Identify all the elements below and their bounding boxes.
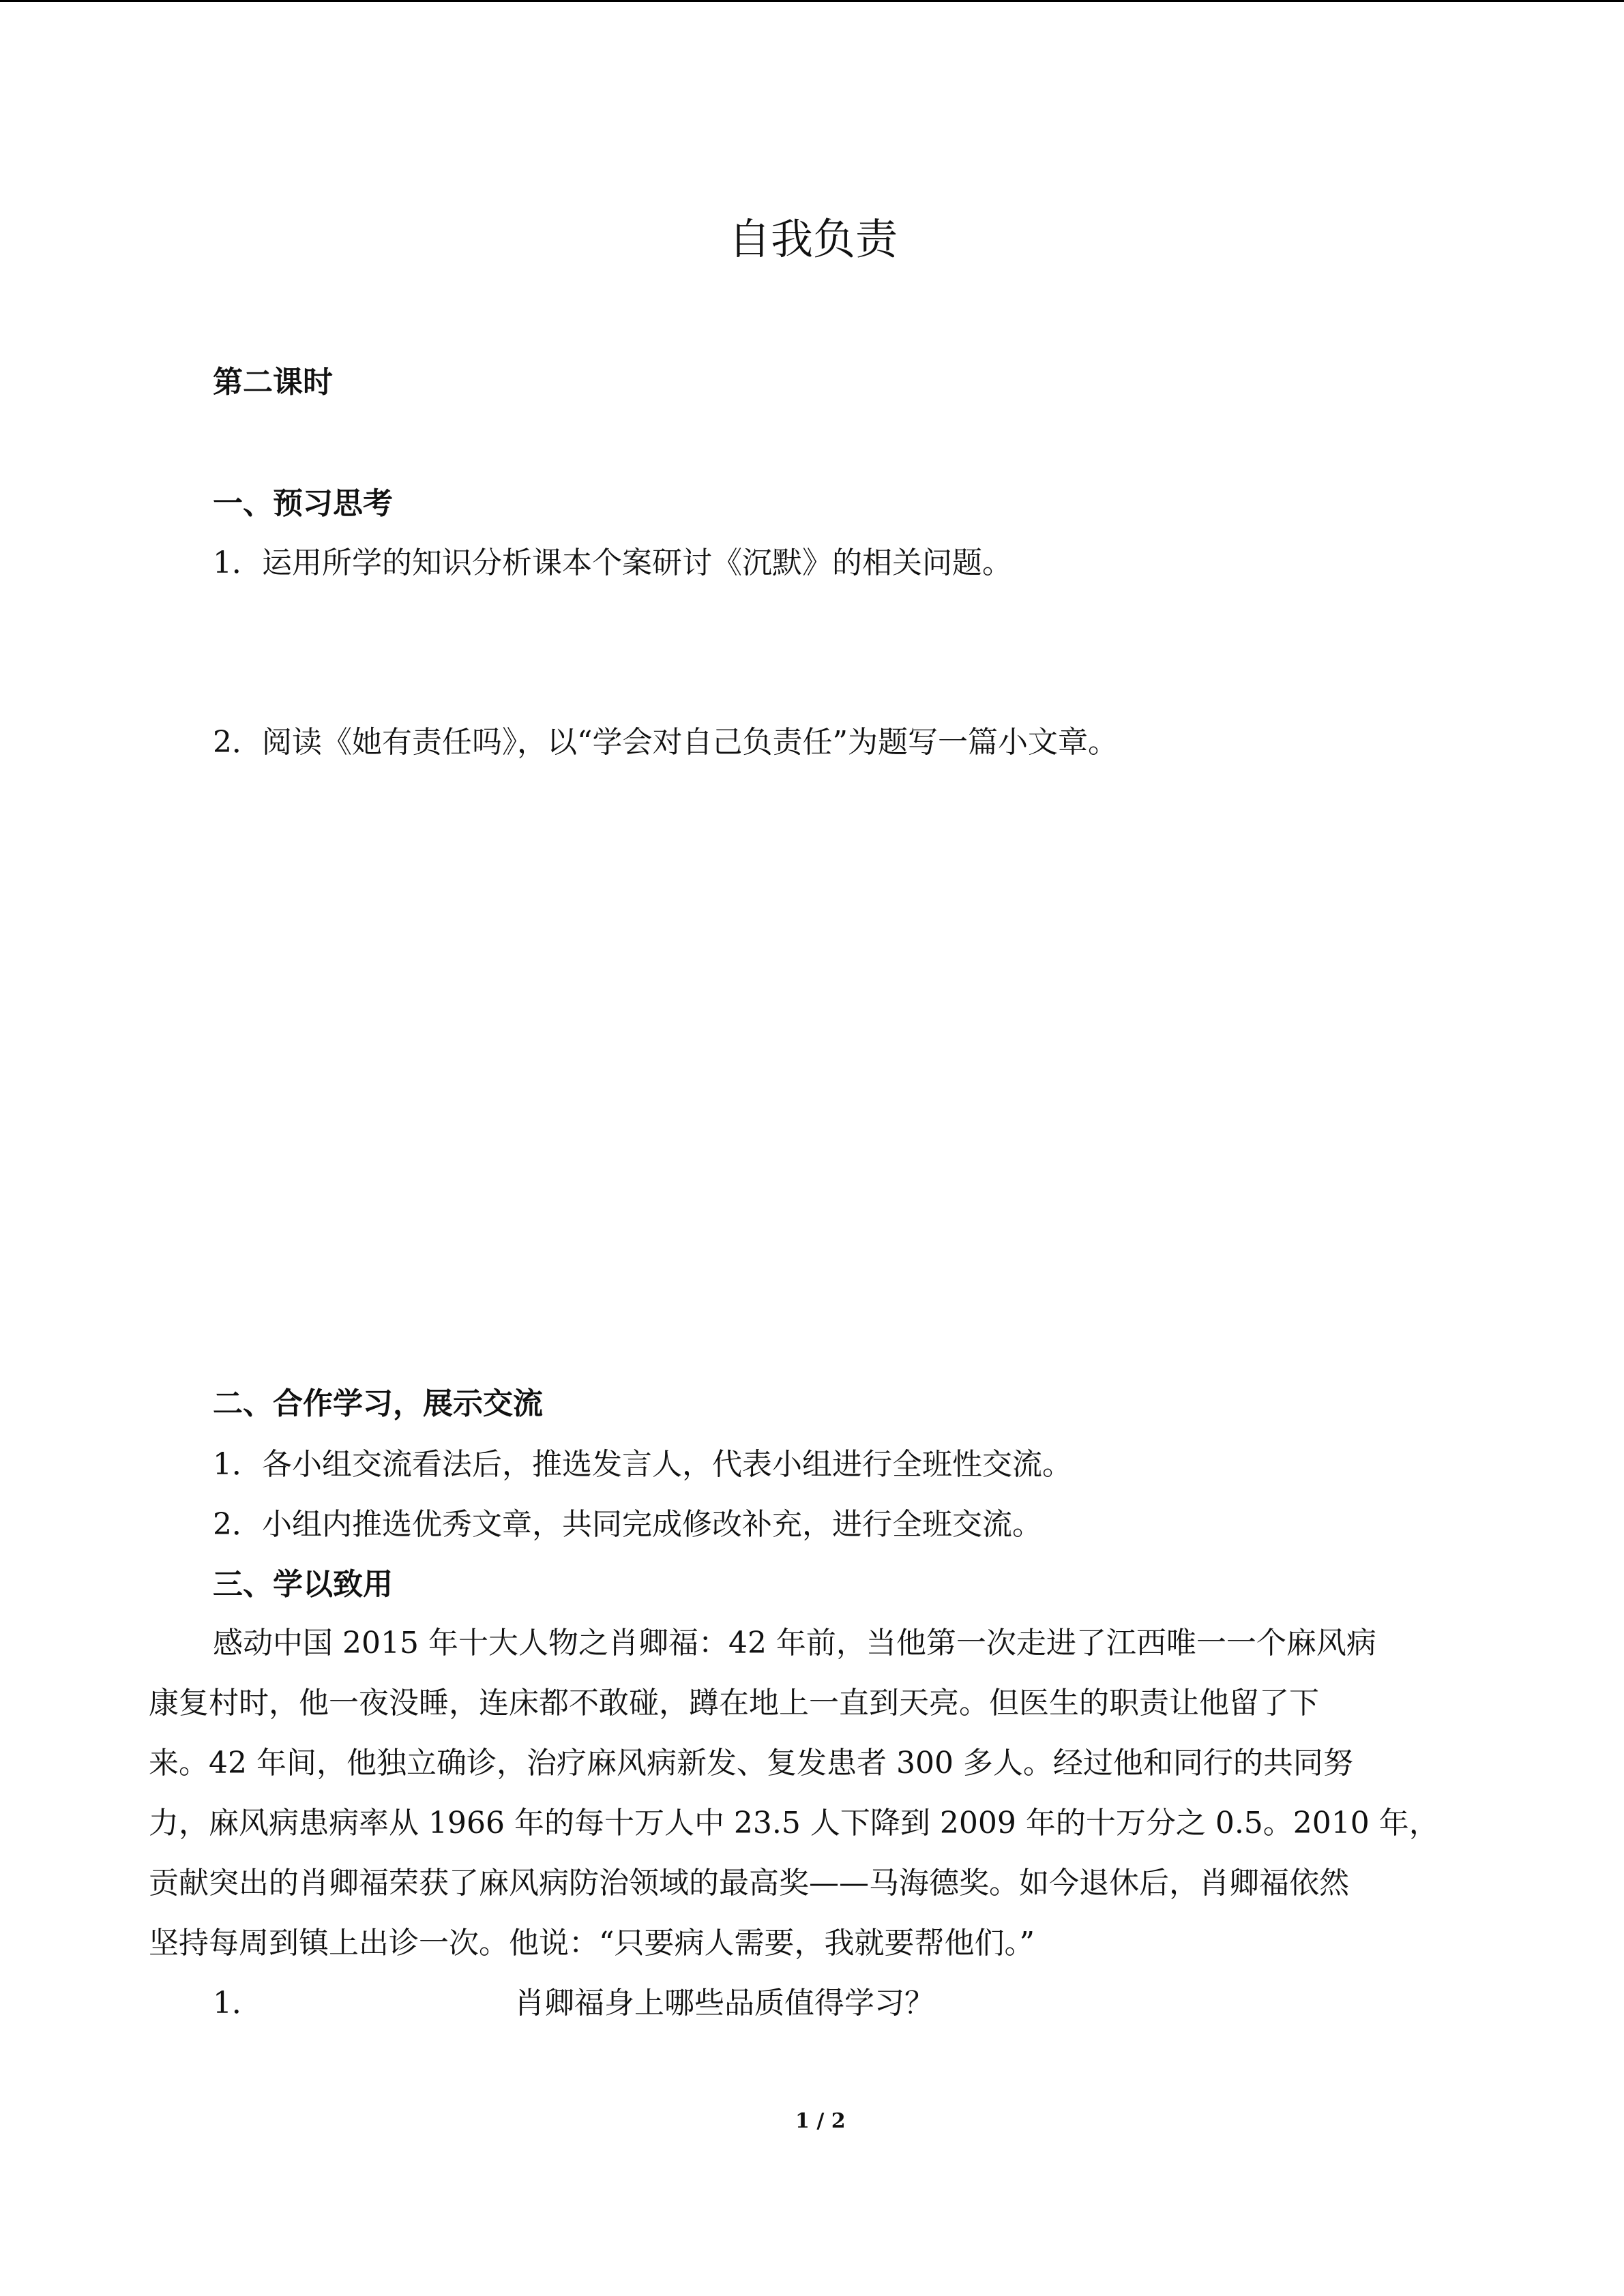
item-text: 阅读《她有责任吗》，以“学会对自己负责任”为题写一篇小文章。 <box>262 725 1118 760</box>
page-number: 1 / 2 <box>795 2109 846 2133</box>
paragraph-line: 康复村时，他一夜没睡，连床都不敢碰，蹲在地上一直到天亮。但医生的职责让他留了下 <box>149 1686 1319 1720</box>
paragraph-line: 力，麻风病患病率从 1966 年的每十万人中 23.5 人下降到 2009 年的十万分之 0.5。2010 年， <box>149 1806 1439 1840</box>
item-text: 运用所学的知识分析课本个案研讨《沉默》的相关问题。 <box>262 546 1012 580</box>
paragraph-line: 感动中国 2015 年十大人物之肖卿福：42 年前，当他第一次走进了江西唯一一个麻风病 <box>213 1626 1376 1660</box>
lesson-label: 第二课时 <box>213 365 333 400</box>
section1-item-2 <box>213 724 1118 762</box>
item-number: 2． <box>213 1507 262 1542</box>
section1-item-1 <box>213 544 1012 582</box>
item-number: 1． <box>213 546 262 580</box>
item-number: 1． <box>213 1986 262 2021</box>
paragraph-line: 贡献突出的肖卿福荣获了麻风病防治领域的最高奖——马海德奖。如今退休后，肖卿福依然 <box>149 1866 1349 1900</box>
item-text: 肖卿福身上哪些品质值得学习？ <box>514 1986 934 2021</box>
section2-item-2 <box>213 1506 1042 1544</box>
section3-heading: 三、学以致用 <box>213 1567 393 1602</box>
section2-heading: 二、合作学习，展示交流 <box>213 1386 543 1421</box>
item-text: 各小组交流看法后，推选发言人，代表小组进行全班性交流。 <box>262 1447 1072 1482</box>
section1-heading: 一、预习思考 <box>213 486 393 521</box>
page-title: 自我负责 <box>728 214 898 264</box>
section2-item-1 <box>213 1446 1072 1484</box>
item-number: 2． <box>213 725 262 760</box>
item-number: 1． <box>213 1447 262 1482</box>
section3-question <box>213 1984 934 2023</box>
paragraph-line: 坚持每周到镇上出诊一次。他说：“只要病人需要，我就要帮他们。” <box>149 1926 1035 1960</box>
item-text: 小组内推选优秀文章，共同完成修改补充，进行全班交流。 <box>262 1507 1042 1542</box>
paragraph-line: 来。42 年间，他独立确诊，治疗麻风病新发、复发患者 300 多人。经过他和同行的共同努 <box>149 1746 1353 1780</box>
